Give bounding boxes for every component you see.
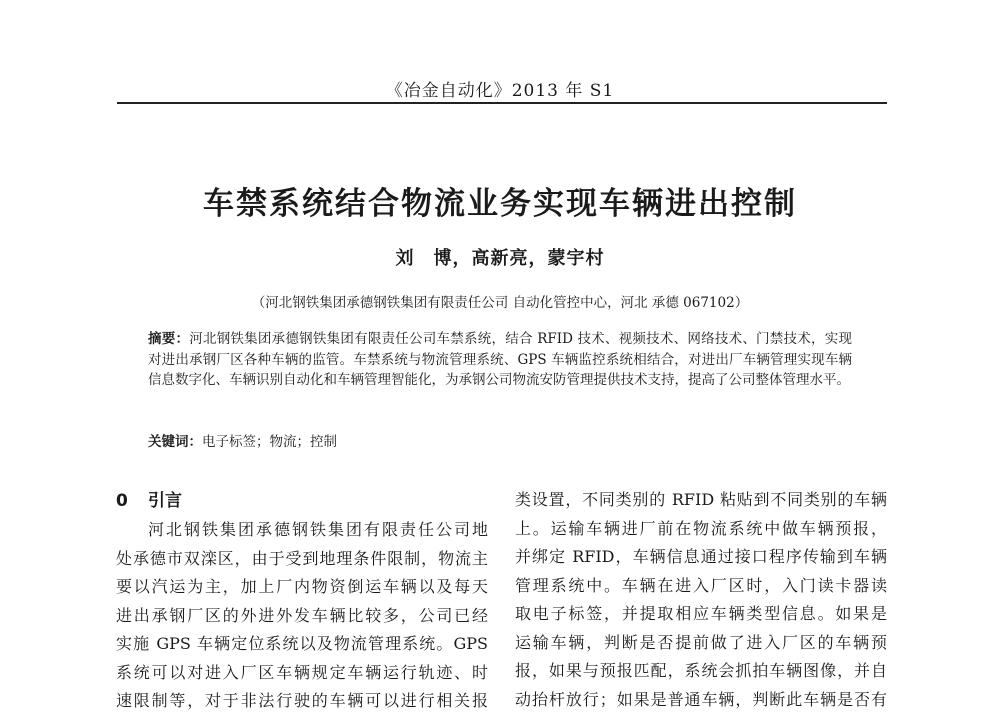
keywords-text: 电子标签；物流；控制 [202,434,337,450]
article-affiliation: （河北钢铁集团承德钢铁集团有限责任公司 自动化管控中心，河北 承德 067102） [251,295,749,311]
text-line: 报，如果与预报匹配，系统会抓拍车辆图像，并自 [515,661,887,680]
left-column [116,486,488,716]
text-line: 动抬杆放行；如果是普通车辆，判断此车辆是否有 [515,689,887,709]
right-column [515,486,887,714]
text-line: 并绑定 RFID，车辆信息通过接口程序传输到车辆 [515,547,887,566]
text-line: 河北钢铁集团承德钢铁集团有限责任公司地 [148,520,488,539]
abstract-text: 河北钢铁集团承德钢铁集团有限责任公司车禁系统，结合 RFID 技术、视频技术、网络技术、门禁技术，实现对进出承钢厂区各种车辆的监管。车禁系统与物流管理系统、GPS 车辆监控系统相结合，对进出厂车辆管理实现车辆信息数字化、车辆识别自动化和车辆管理智能化，为承钢公司物流安防管理提供技术支持，提高了公司整体管理水平。 [148,331,852,388]
text-line: 类设置，不同类别的 RFID 粘贴到不同类别的车辆 [515,490,887,509]
section-heading [116,486,488,516]
text-line: 系统可以对进入厂区车辆规定车辆运行轨迹、时 [116,662,488,682]
keywords [148,432,852,452]
text-line: 管理系统中。车辆在进入厂区时，入门读卡器读 [515,575,887,595]
text-line: 上。运输车辆进厂前在物流系统中做车辆预报， [515,518,887,538]
text-line: 取电子标签，并提取相应车辆类型信息。如果是 [515,604,887,623]
abstract [148,329,852,391]
text-line: 进出承钢厂区的外进外发车辆比较多，公司已经 [116,605,488,625]
section-title: 引言 [148,491,182,511]
article-title: 车禁系统结合物流业务实现车辆进出控制 [203,186,797,222]
text-line: 运输车辆，判断是否提前做了进入厂区的车辆预 [515,632,887,652]
article-authors: 刘 博，高新亮，蒙宇村 [395,248,605,269]
text-line: 速限制等，对于非法行驶的车辆可以进行相关报 [116,691,488,710]
keywords-label: 关键词： [148,434,202,450]
text-line: 实施 GPS 车辆定位系统以及物流管理系统。GPS [116,634,488,653]
text-line: 要以汽运为主，加上厂内物资倒运车辆以及每天 [116,577,488,596]
section-number: 0 [116,491,128,511]
text-line: 处承德市双滦区，由于受到地理条件限制，物流主 [116,548,488,568]
abstract-label: 摘要： [148,331,190,347]
journal-header: 《冶金自动化》2013 年 S1 [385,81,615,101]
header-rule [117,102,887,104]
